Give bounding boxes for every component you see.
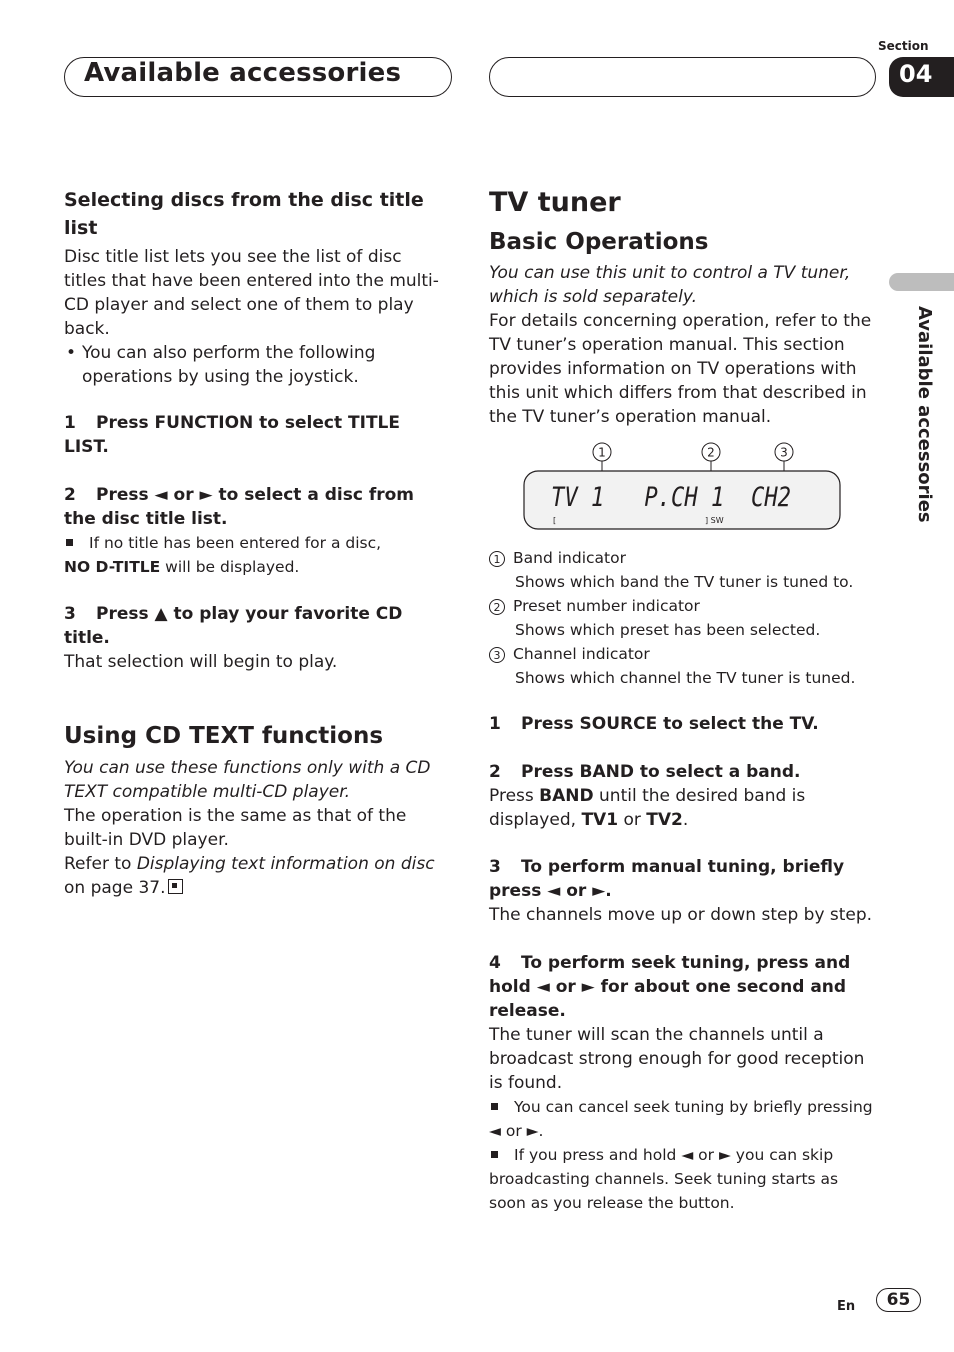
basic-italic: You can use this unit to control a TV tuner, which is sold separately. [489,263,851,307]
step-number: 1 [64,413,76,433]
step3-para: The channels move up or down step by step. [489,905,873,925]
step-number: 4 [489,953,501,973]
selecting-para: Disc title list lets you see the list of disc titles that have been entered into the multi-CD player and select one of them to play back. [64,247,439,339]
legend-label: Band indicator [513,549,626,567]
list-item [64,341,449,389]
legend-label: Preset number indicator [513,597,700,615]
right-steps [489,712,877,1215]
cdtext-italic: You can use these functions only with a CD TEXT compatible multi-CD player. [64,758,431,802]
step-number: 3 [64,604,76,624]
page-number: 65 [876,1288,921,1312]
callout-2: 2 [707,445,715,460]
step2-note-cont [64,555,449,579]
step-text: Press FUNCTION to select TITLE LIST. [64,413,400,457]
right-step-1 [489,712,877,736]
side-label: Available accessories [914,306,935,523]
refer-link-text: Displaying text information on disc [136,854,435,874]
callout-1: 1 [598,445,606,460]
legend-desc: Shows which preset has been selected. [515,621,821,639]
footer-language: En [837,1299,856,1314]
note-1 [489,1095,877,1143]
bold-term: TV1 [581,810,619,830]
text: until the desired band is displayed, [489,786,806,830]
step-text: Press ▲ to play your favorite CD title. [64,604,403,648]
lcd-segment-text: TV 1 P.CH 1 CH2 [551,482,791,513]
square-bullet-icon [491,1103,498,1110]
step-text: To perform seek tuning, press and hold ◄ or ► for about one second and release. [489,953,851,1021]
step-text: To perform manual tuning, briefly press ◄ or ►. [489,857,845,901]
section-number: 04 [889,57,954,97]
legend-item [489,642,877,666]
tv-display-illustration [489,438,869,538]
step-number: 1 [489,714,501,734]
note-bold: NO D-TITLE [64,558,161,576]
text: . [682,810,689,830]
right-column [489,186,877,429]
legend-desc: Shows which band the TV tuner is tuned to. [515,573,854,591]
step3-para: That selection will begin to play. [64,652,338,672]
refer-suffix: on page 37. [64,878,166,898]
left-step-2 [64,483,449,531]
step4-para: The tuner will scan the channels until a broadcast strong enough for good reception is found. [489,1025,865,1093]
cdtext-para: The operation is the same as that of the built-in DVD player. [64,806,407,850]
left-column [64,186,449,900]
bold-term: TV2 [646,810,683,830]
legend-number: 3 [489,647,505,663]
legend-label: Channel indicator [513,645,650,663]
step-number: 2 [64,485,76,505]
text: Press [489,786,534,806]
left-step-3 [64,602,449,650]
selecting-heading: Selecting discs from the disc title list [64,189,424,239]
basic-heading: Basic Operations [489,229,709,255]
square-bullet-icon [491,1151,498,1158]
left-step-1 [64,411,449,459]
header-right-frame [489,57,876,97]
page-title: Available accessories [84,58,402,88]
right-step-3 [489,855,877,903]
bullet-text: You can also perform the following operations by using the joystick. [81,343,376,387]
note-text: If no title has been entered for a disc, [89,534,382,552]
note-text: If you press and hold ◄ or ► you can skip broadcasting channels. Seek tuning starts as soon as you release the button. [489,1146,839,1212]
legend-number: 2 [489,599,505,615]
step2-note [64,531,449,555]
right-step-4 [489,951,877,1023]
legend-list [489,546,877,690]
step2-para [489,784,877,832]
refer-para [64,852,449,900]
square-bullet-icon [66,539,73,546]
step-text: Press SOURCE to select the TV. [521,714,819,734]
bullet-mark: • [66,343,77,363]
refer-prefix: Refer to [64,854,132,874]
step-text: Press BAND to select a band. [521,762,801,782]
bold-term: BAND [539,786,594,806]
note-2 [489,1143,877,1215]
text: or [623,810,641,830]
step-text: Press ◄ or ► to select a disc from the disc title list. [64,485,415,529]
step-number: 3 [489,857,501,877]
section-label: Section [878,39,929,53]
lcd-left-marker: [ [553,516,557,525]
legend-item [489,594,877,618]
note-text-end: will be displayed. [165,558,300,576]
legend-item [489,546,877,570]
side-tab-marker [889,273,954,291]
cdtext-heading: Using CD TEXT functions [64,723,384,749]
right-step-2 [489,760,877,784]
callout-3: 3 [780,445,788,460]
legend-desc: Shows which channel the TV tuner is tuned. [515,669,856,687]
note-text: You can cancel seek tuning by briefly pressing ◄ or ►. [489,1098,873,1140]
step-number: 2 [489,762,501,782]
end-mark-icon [168,879,183,894]
basic-para: For details concerning operation, refer to the TV tuner’s operation manual. This section provides information on TV operations with this unit which differs from that described in the TV tuner’s operation manual. [489,311,872,427]
legend-number: 1 [489,551,505,567]
tv-heading: TV tuner [489,187,621,218]
lcd-right-marker: ] SW [705,516,724,525]
